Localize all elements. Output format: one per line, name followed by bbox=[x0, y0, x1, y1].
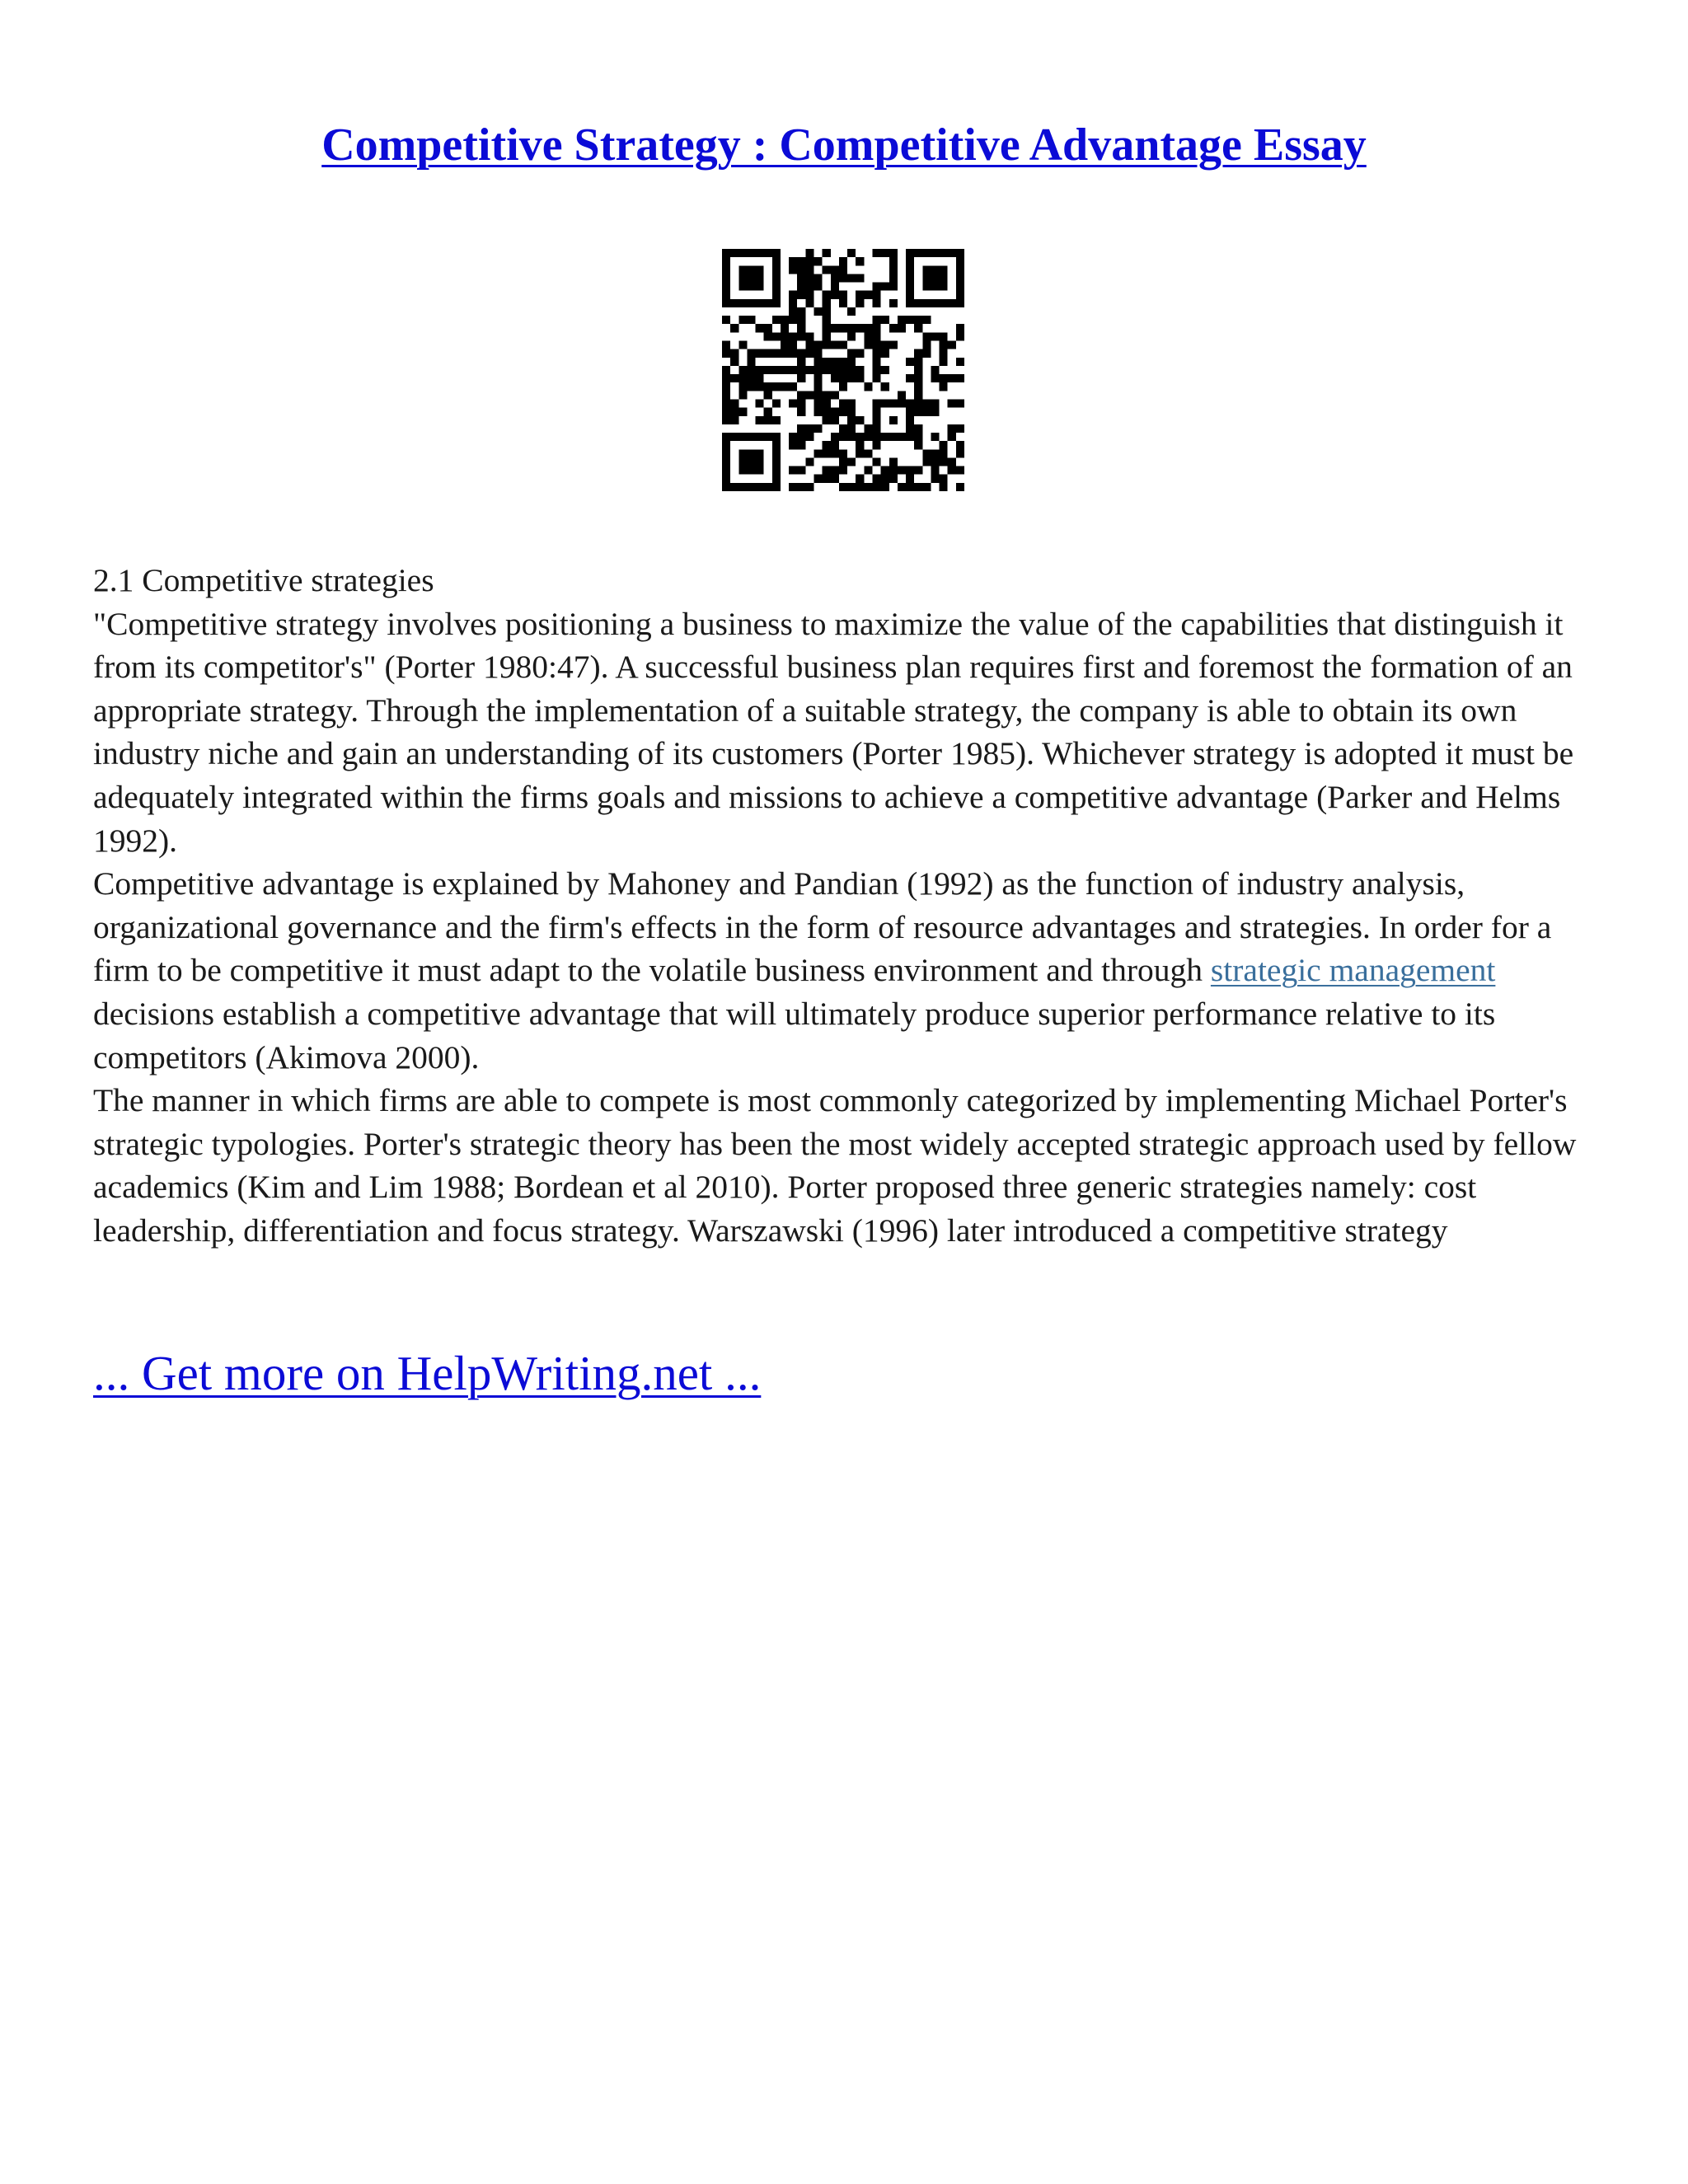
page-title bbox=[0, 115, 1688, 175]
essay-paragraph-2 bbox=[93, 862, 1610, 1079]
paragraph-2-text-after: decisions establish a competitive advantage that will ultimately produce superior performance relative to its competitors (Akimova 2000). bbox=[93, 995, 1496, 1076]
get-more-section bbox=[93, 1343, 761, 1403]
essay-paragraph-1: "Competitive strategy involves positioning a business to maximize the value of the capabilities that distinguish it from its competitor's" (Porter 1980:47). A successful business plan requires first and foremost the formation of an appropriate strategy. Through the implementation of a suitable strategy, the company is able to obtain its own industry niche and gain an understanding of its customers (Porter 1985). Whichever strategy is adopted it must be adequately integrated within the firms goals and missions to achieve a competitive advantage (Parker and Helms 1992). bbox=[93, 605, 1574, 859]
essay-paragraph-3: The manner in which firms are able to compete is most commonly categorized by implementing Michael Porter's strategic typologies. Porter's strategic theory has been the most widely accepted strategic approach used by fellow academics (Kim and Lim 1988; Bordean et al 2010). Porter proposed three generic strategies namely: cost leadership, differentiation and focus strategy. Warszawski (1996) later introduced a competitive strategy bbox=[93, 1082, 1577, 1249]
qr-code-icon bbox=[722, 249, 964, 491]
title-link[interactable]: Competitive Strategy : Competitive Advantage Essay bbox=[321, 120, 1367, 171]
paragraph-2-text-before: Competitive advantage is explained by Mahoney and Pandian (1992) as the function of industry analysis, organizational governance and the firm's effects in the form of resource advantages and strategies. In order for a firm to be competitive it must adapt to the volatile business environment and through bbox=[93, 865, 1552, 989]
get-more-link[interactable]: ... Get more on HelpWriting.net ... bbox=[93, 1346, 762, 1400]
essay-body bbox=[93, 559, 1610, 1253]
essay-heading: 2.1 Competitive strategies bbox=[93, 562, 434, 598]
strategic-management-link[interactable]: strategic management bbox=[1210, 952, 1496, 989]
